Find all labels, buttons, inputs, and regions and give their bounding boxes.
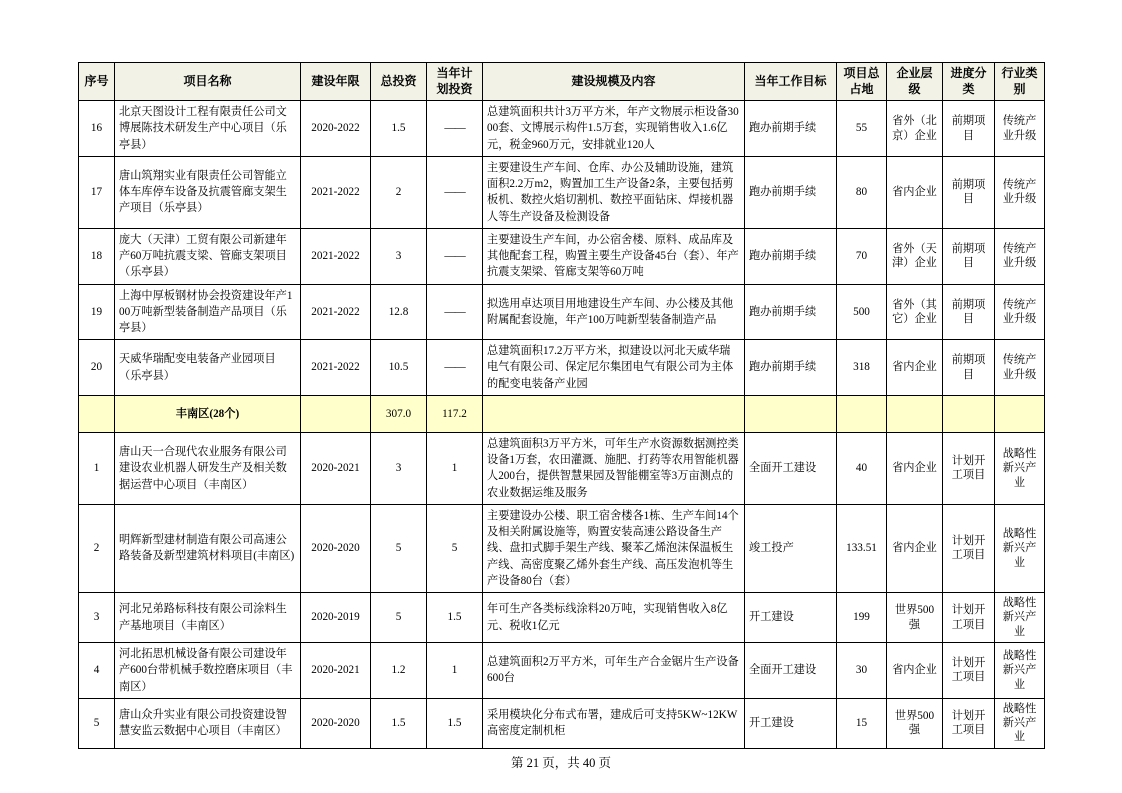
header-industry-category: 行业类别 bbox=[995, 63, 1045, 101]
cell-industry: 战略性新兴产业 bbox=[995, 504, 1045, 592]
header-project-name: 项目名称 bbox=[115, 63, 301, 101]
cell-land: 318 bbox=[837, 340, 887, 396]
header-total-land: 项目总占地 bbox=[837, 63, 887, 101]
cell-level: 世界500强 bbox=[887, 698, 943, 748]
cell-land: 40 bbox=[837, 432, 887, 504]
cell-years: 2020-2020 bbox=[301, 504, 371, 592]
cell-total-investment: 1.5 bbox=[371, 698, 427, 748]
cell-seq: 4 bbox=[79, 643, 115, 699]
table-row bbox=[79, 156, 1045, 228]
header-annual-goal: 当年工作目标 bbox=[745, 63, 837, 101]
cell-total-investment: 10.5 bbox=[371, 340, 427, 396]
cell-seq: 18 bbox=[79, 228, 115, 284]
cell-land: 55 bbox=[837, 101, 887, 157]
cell-goal: 跑办前期手续 bbox=[745, 156, 837, 228]
cell-land: 80 bbox=[837, 156, 887, 228]
cell-progress: 计划开工项目 bbox=[943, 698, 995, 748]
cell-level: 省内企业 bbox=[887, 432, 943, 504]
cell-industry: 战略性新兴产业 bbox=[995, 593, 1045, 643]
cell-total-investment: 5 bbox=[371, 504, 427, 592]
cell-plan-investment: 5 bbox=[427, 504, 483, 592]
cell-level: 省外（天津）企业 bbox=[887, 228, 943, 284]
table-row bbox=[79, 284, 1045, 340]
cell-seq: 17 bbox=[79, 156, 115, 228]
group-land-blank bbox=[837, 395, 887, 432]
header-progress-category: 进度分类 bbox=[943, 63, 995, 101]
cell-industry: 战略性新兴产业 bbox=[995, 698, 1045, 748]
cell-project-name: 河北拓思机械设备有限公司建设年产600台带机械手数控磨床项目（丰南区） bbox=[115, 643, 301, 699]
group-subtotal-row bbox=[79, 395, 1045, 432]
header-annual-planned-investment: 当年计划投资 bbox=[427, 63, 483, 101]
table-row bbox=[79, 643, 1045, 699]
cell-goal: 开工建设 bbox=[745, 698, 837, 748]
cell-scope: 总建筑面积2万平方米，可年生产合金锯片生产设备600台 bbox=[483, 643, 745, 699]
cell-progress: 前期项目 bbox=[943, 340, 995, 396]
cell-plan-investment: 1.5 bbox=[427, 698, 483, 748]
table-row bbox=[79, 340, 1045, 396]
cell-seq: 16 bbox=[79, 101, 115, 157]
cell-total-investment: 2 bbox=[371, 156, 427, 228]
cell-years: 2021-2022 bbox=[301, 284, 371, 340]
cell-project-name: 天威华瑞配变电装备产业园项目（乐亭县） bbox=[115, 340, 301, 396]
cell-industry: 传统产业升级 bbox=[995, 156, 1045, 228]
cell-seq: 1 bbox=[79, 432, 115, 504]
cell-total-investment: 5 bbox=[371, 593, 427, 643]
cell-goal: 竣工投产 bbox=[745, 504, 837, 592]
cell-project-name: 唐山众升实业有限公司投资建设智慧安监云数据中心项目（丰南区） bbox=[115, 698, 301, 748]
cell-project-name: 河北兄弟路标科技有限公司涂料生产基地项目（丰南区） bbox=[115, 593, 301, 643]
group-years-blank bbox=[301, 395, 371, 432]
cell-scope: 总建筑面积共计3万平方米，年产文物展示柜设备3000套、文博展示构件1.5万套，实现销售收入1.6亿元，税金960万元，安排就业120人 bbox=[483, 101, 745, 157]
header-enterprise-level: 企业层级 bbox=[887, 63, 943, 101]
cell-plan-investment: 1 bbox=[427, 643, 483, 699]
cell-total-investment: 3 bbox=[371, 432, 427, 504]
cell-industry: 传统产业升级 bbox=[995, 228, 1045, 284]
cell-progress: 前期项目 bbox=[943, 156, 995, 228]
cell-land: 70 bbox=[837, 228, 887, 284]
table-header bbox=[79, 63, 1045, 101]
cell-industry: 传统产业升级 bbox=[995, 101, 1045, 157]
cell-goal: 跑办前期手续 bbox=[745, 228, 837, 284]
group-scope-blank bbox=[483, 395, 745, 432]
cell-progress: 计划开工项目 bbox=[943, 643, 995, 699]
cell-progress: 前期项目 bbox=[943, 284, 995, 340]
cell-scope: 主要建设生产车间，办公宿舍楼、原料、成品库及其他配套工程，购置主要生产设备45台（套）、年产抗震支架梁、管廊支架等60万吨 bbox=[483, 228, 745, 284]
cell-goal: 跑办前期手续 bbox=[745, 101, 837, 157]
cell-years: 2020-2022 bbox=[301, 101, 371, 157]
cell-land: 199 bbox=[837, 593, 887, 643]
cell-scope: 拟选用卓达项目用地建设生产车间、办公楼及其他附属配套设施，年产100万吨新型装备制造产品 bbox=[483, 284, 745, 340]
cell-total-investment: 1.2 bbox=[371, 643, 427, 699]
cell-goal: 全面开工建设 bbox=[745, 432, 837, 504]
cell-seq: 2 bbox=[79, 504, 115, 592]
group-goal-blank bbox=[745, 395, 837, 432]
cell-progress: 计划开工项目 bbox=[943, 593, 995, 643]
table-row bbox=[79, 698, 1045, 748]
cell-level: 省内企业 bbox=[887, 504, 943, 592]
header-total-investment: 总投资 bbox=[371, 63, 427, 101]
project-table bbox=[78, 62, 1045, 749]
cell-plan-investment: —— bbox=[427, 228, 483, 284]
cell-goal: 全面开工建设 bbox=[745, 643, 837, 699]
cell-years: 2021-2022 bbox=[301, 228, 371, 284]
cell-project-name: 上海中厚板钢材协会投资建设年产100万吨新型装备制造产品项目（乐亭县） bbox=[115, 284, 301, 340]
cell-plan-investment: —— bbox=[427, 284, 483, 340]
cell-land: 500 bbox=[837, 284, 887, 340]
cell-years: 2021-2022 bbox=[301, 340, 371, 396]
cell-industry: 传统产业升级 bbox=[995, 284, 1045, 340]
cell-scope: 总建筑面积17.2万平方米，拟建设以河北天威华瑞电气有限公司、保定尼尔集团电气有限公司为主体的配变电装备产业园 bbox=[483, 340, 745, 396]
cell-level: 省内企业 bbox=[887, 643, 943, 699]
cell-project-name: 庞大（天津）工贸有限公司新建年产60万吨抗震支梁、管廊支架项目（乐亭县） bbox=[115, 228, 301, 284]
cell-project-name: 唐山天一合现代农业服务有限公司建设农业机器人研发生产及相关数据运营中心项目（丰南区） bbox=[115, 432, 301, 504]
cell-seq: 19 bbox=[79, 284, 115, 340]
table-row bbox=[79, 228, 1045, 284]
cell-level: 省内企业 bbox=[887, 156, 943, 228]
cell-goal: 跑办前期手续 bbox=[745, 284, 837, 340]
cell-total-investment: 1.5 bbox=[371, 101, 427, 157]
cell-project-name: 北京天图设计工程有限责任公司文博展陈技术研发生产中心项目（乐亭县） bbox=[115, 101, 301, 157]
cell-scope: 主要建设办公楼、职工宿舍楼各1栋、生产车间14个及相关附属设施等，购置安装高速公路设备生产线、盘扣式脚手架生产线、聚苯乙烯泡沫保温板生产线、高密度聚乙烯外套生产线、高压发泡机等生产设备80台（套） bbox=[483, 504, 745, 592]
page-footer: 第 21 页，共 40 页 bbox=[510, 756, 611, 770]
group-progress-blank bbox=[943, 395, 995, 432]
cell-plan-investment: 1.5 bbox=[427, 593, 483, 643]
table-header-row bbox=[79, 63, 1045, 101]
header-seq: 序号 bbox=[79, 63, 115, 101]
cell-total-investment: 12.8 bbox=[371, 284, 427, 340]
cell-level: 世界500强 bbox=[887, 593, 943, 643]
group-plan-investment: 117.2 bbox=[427, 395, 483, 432]
group-industry-blank bbox=[995, 395, 1045, 432]
cell-level: 省外（其它）企业 bbox=[887, 284, 943, 340]
table-row bbox=[79, 593, 1045, 643]
cell-project-name: 唐山筑翔实业有限责任公司智能立体车库停车设备及抗震管廊支架生产项目（乐亭县） bbox=[115, 156, 301, 228]
cell-plan-investment: —— bbox=[427, 156, 483, 228]
cell-plan-investment: 1 bbox=[427, 432, 483, 504]
cell-land: 133.51 bbox=[837, 504, 887, 592]
group-level-blank bbox=[887, 395, 943, 432]
cell-goal: 跑办前期手续 bbox=[745, 340, 837, 396]
cell-seq: 5 bbox=[79, 698, 115, 748]
cell-industry: 战略性新兴产业 bbox=[995, 643, 1045, 699]
cell-seq: 20 bbox=[79, 340, 115, 396]
group-title: 丰南区(28个) bbox=[115, 395, 301, 432]
cell-industry: 战略性新兴产业 bbox=[995, 432, 1045, 504]
cell-project-name: 明辉新型建材制造有限公司高速公路装备及新型建筑材料项目(丰南区) bbox=[115, 504, 301, 592]
cell-scope: 总建筑面积3万平方米，可年生产水资源数据测控类设备1万套，农田灌溉、施肥、打药等农用智能机器人200台，提供智慧果园及智能棚室等3万亩测点的农业数据运维及服务 bbox=[483, 432, 745, 504]
cell-land: 15 bbox=[837, 698, 887, 748]
cell-years: 2021-2022 bbox=[301, 156, 371, 228]
cell-land: 30 bbox=[837, 643, 887, 699]
cell-years: 2020-2021 bbox=[301, 432, 371, 504]
cell-goal: 开工建设 bbox=[745, 593, 837, 643]
cell-scope: 年可生产各类标线涂料20万吨，实现销售收入8亿元、税收1亿元 bbox=[483, 593, 745, 643]
cell-years: 2020-2021 bbox=[301, 643, 371, 699]
header-scope-content: 建设规模及内容 bbox=[483, 63, 745, 101]
group-total-investment: 307.0 bbox=[371, 395, 427, 432]
cell-plan-investment: —— bbox=[427, 340, 483, 396]
cell-progress: 计划开工项目 bbox=[943, 504, 995, 592]
cell-years: 2020-2019 bbox=[301, 593, 371, 643]
cell-years: 2020-2020 bbox=[301, 698, 371, 748]
header-construction-period: 建设年限 bbox=[301, 63, 371, 101]
cell-scope: 采用模块化分布式布署，建成后可支持5KW~12KW高密度定制机柜 bbox=[483, 698, 745, 748]
table-row bbox=[79, 504, 1045, 592]
cell-progress: 计划开工项目 bbox=[943, 432, 995, 504]
cell-industry: 传统产业升级 bbox=[995, 340, 1045, 396]
cell-scope: 主要建设生产车间、仓库、办公及辅助设施，建筑面积2.2万m2，购置加工生产设备2条，主要包括剪板机、数控火焰切割机、数控平面钻床、焊接机器人等生产设备及检测设备 bbox=[483, 156, 745, 228]
cell-plan-investment: —— bbox=[427, 101, 483, 157]
cell-progress: 前期项目 bbox=[943, 228, 995, 284]
cell-total-investment: 3 bbox=[371, 228, 427, 284]
cell-seq: 3 bbox=[79, 593, 115, 643]
cell-progress: 前期项目 bbox=[943, 101, 995, 157]
table-row bbox=[79, 101, 1045, 157]
cell-level: 省外（北京）企业 bbox=[887, 101, 943, 157]
group-seq-blank bbox=[79, 395, 115, 432]
table-body bbox=[79, 101, 1045, 749]
cell-level: 省内企业 bbox=[887, 340, 943, 396]
table-row bbox=[79, 432, 1045, 504]
